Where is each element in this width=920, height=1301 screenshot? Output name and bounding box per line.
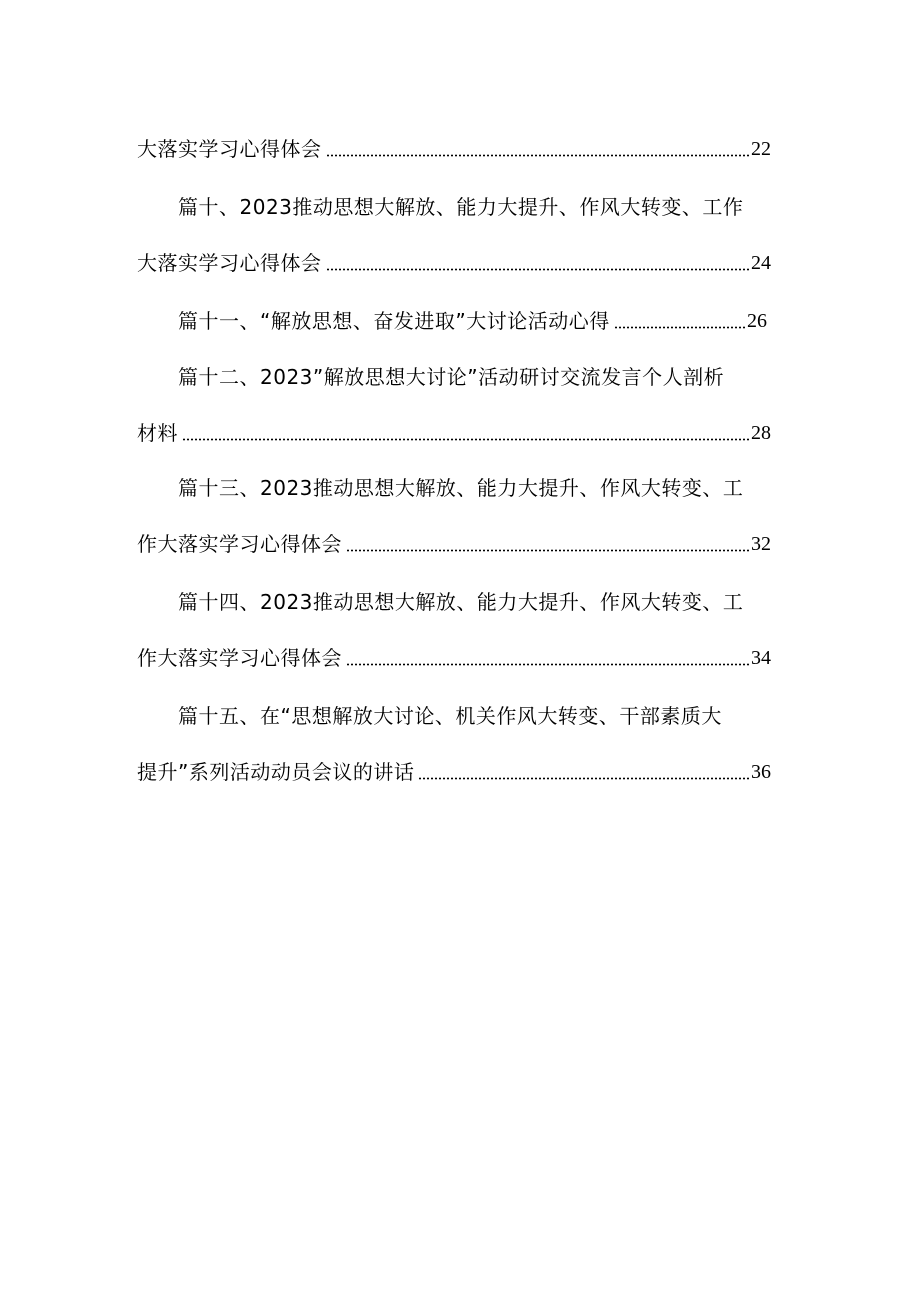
- toc-entry-text: 大落实学习心得体会: [137, 137, 322, 161]
- dot-leader: [326, 268, 750, 271]
- dot-leader: [346, 663, 749, 666]
- toc-page-number: 34: [751, 647, 771, 669]
- toc-page-number: 24: [751, 252, 771, 274]
- toc-entry-title[interactable]: [178, 695, 726, 729]
- toc-page-number: 28: [751, 422, 771, 444]
- toc-entry-continuation[interactable]: [137, 523, 771, 557]
- toc-entry-continuation[interactable]: [137, 128, 771, 162]
- toc-entry-text: 材料: [137, 421, 178, 445]
- toc-page-number: 26: [747, 310, 767, 332]
- dot-leader: [614, 326, 745, 329]
- toc-entry-text: 提升”系列活动动员会议的讲话: [137, 760, 415, 784]
- toc-entry-text: 篇十五、在“思想解放大讨论、机关作风大转变、干部素质大: [178, 704, 722, 728]
- toc-entry-text: 作大落实学习心得体会: [137, 646, 342, 670]
- toc-page-number: 22: [751, 138, 771, 160]
- dot-leader: [346, 549, 749, 552]
- toc-entry-text: 大落实学习心得体会: [137, 251, 322, 275]
- toc-entry-title[interactable]: [178, 356, 726, 390]
- toc-entry-text: 作大落实学习心得体会: [137, 532, 342, 556]
- toc-entry-text: 篇十二、2023”解放思想大讨论”活动研讨交流发言个人剖析: [178, 365, 725, 389]
- toc-entry-continuation[interactable]: [137, 637, 771, 671]
- toc-page-number: 32: [751, 533, 771, 555]
- toc-entry-title[interactable]: [178, 186, 744, 220]
- toc-entry-text: 篇十四、2023推动思想大解放、能力大提升、作风大转变、工: [178, 590, 744, 614]
- toc-page-number: 36: [751, 761, 771, 783]
- toc-entry-continuation[interactable]: [137, 412, 771, 446]
- toc-entry-title[interactable]: [178, 467, 744, 501]
- dot-leader: [418, 777, 749, 780]
- toc-entry-title[interactable]: [178, 300, 767, 334]
- toc-entry-continuation[interactable]: [137, 242, 771, 276]
- dot-leader: [326, 154, 750, 157]
- toc-entry-title[interactable]: [178, 581, 744, 615]
- toc-entry-text: 篇十一、“解放思想、奋发进取”大讨论活动心得: [178, 309, 610, 333]
- toc-entry-text: 篇十、2023推动思想大解放、能力大提升、作风大转变、工作: [178, 195, 744, 219]
- dot-leader: [182, 438, 749, 441]
- toc-entry-text: 篇十三、2023推动思想大解放、能力大提升、作风大转变、工: [178, 476, 744, 500]
- toc-entry-continuation[interactable]: [137, 751, 771, 785]
